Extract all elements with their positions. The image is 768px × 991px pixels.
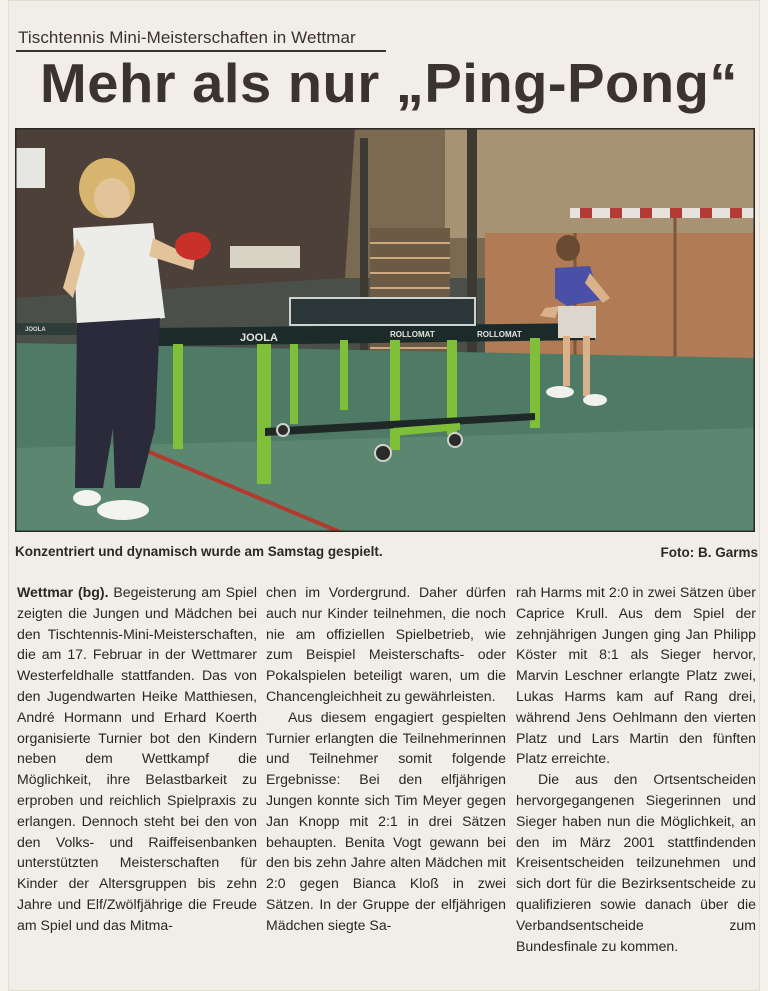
upper-wall [445, 128, 755, 238]
table-tennis-photo [15, 128, 755, 532]
photo-credit: Foto: B. Garms [660, 545, 758, 560]
article-kicker: Tischtennis Mini-Meisterschaften in Wettmar [18, 28, 356, 47]
barrier-stripe [730, 208, 742, 218]
table-net [290, 298, 475, 325]
hall-window [15, 148, 45, 188]
table-wheel [277, 424, 289, 436]
dark-wall [15, 128, 355, 298]
photo-label-joola: JOOLA [240, 332, 278, 344]
barrier-stripe [700, 208, 712, 218]
column-3-paragraph-2: Die aus den Ortsentscheiden hervorgegangenen Siegerinnen und Sieger haben nun die Möglichkeit, an den im März 2001 stattfindenden Kreisentscheiden teilzunehmen und sich dort für die Bezirksentscheide zu qualifizieren sowie danach über die Verbandsentscheide zum Bundesfinale zu kommen. [516, 771, 756, 954]
barrier-rail [570, 208, 755, 218]
article-headline: Mehr als nur „Ping-Pong“ [40, 52, 738, 114]
barrier-stripe [580, 208, 592, 218]
photo-label-joola: JOOLA [25, 327, 46, 333]
barrier-stripe [670, 208, 682, 218]
red-paddle [175, 232, 211, 260]
barrier-stripe [610, 208, 622, 218]
photo-caption: Konzentriert und dynamisch wurde am Samstag gespielt. [15, 544, 383, 559]
photo-label-rollomat: ROLLOMAT [477, 330, 522, 339]
article-photo [15, 128, 755, 532]
column-1-text: Begeisterung am Spiel zeigten die Jungen und Mädchen bei den Tischtennis-Mini-Meisterschaften, die am 17. Februar in der Wettmarer Westerfeldhalle stattfanden. Das von den Jugendwarten Heike Matthiesen, André Hormann und Erhard Koerth organisierte Turnier bot den Kindern neben dem Wettkampf die Möglichkeit, ihre Belastbarkeit zu erproben und reichlich Spielpraxis zu erlangen. Dennoch steht bei den von den Volks- und Raiffeisenbanken unterstützten Meisterschaften für Kinder der Altersgruppen bis zehn Jahre und Elf/Zwölfjährige die Freude am Spiel und das Mitma- [17, 584, 257, 933]
column-3-paragraph-1: rah Harms mit 2:0 in zwei Sätzen über Caprice Krull. Aus dem Spiel der zehnjährigen Jungen ging Jan Philipp Köster mit 8:1 als Sieger hervor, Marvin Leschner erlangte Platz zwei, Lukas Harms kam auf Rang drei, während Jens Oehlmann den vierten Platz und Lars Martin den fünften Platz erreichte. [516, 584, 756, 767]
table-wheel [448, 433, 462, 447]
table-wheel [375, 445, 391, 461]
barrier-stripe [640, 208, 652, 218]
article-column-3 [516, 582, 756, 956]
hall-window [230, 246, 300, 268]
article-column-2 [266, 582, 506, 936]
column-2-paragraph-1: chen im Vordergrund. Daher dürfen auch nur Kinder teilnehmen, die noch nie am offiziellen Spielbetrieb, wie zum Beispiel Meisterschafts- oder Pokalspielen beteiligt waren, um die Chancengleichheit zu gewährleisten. [266, 584, 506, 704]
column-2-paragraph-2: Aus diesem engagiert gespielten Turnier erlangten die Teilnehmerinnen und Teilnehmer somit folgende Ergebnisse: Bei den elfjährigen Jungen konnte sich Tim Meyer gegen Jan Knopp mit 2:1 in drei Sätzen behaupten. Benita Vogt gewann bei den bis zehn Jahre alten Mädchen mit 2:0 gegen Bianca Kloß in zwei Sätzen. In der Gruppe der elfjährigen Mädchen siegte Sa- [266, 708, 506, 933]
column-1-paragraph [17, 582, 257, 936]
photo-label-rollomat: ROLLOMAT [390, 330, 435, 339]
dateline: Wettmar (bg). [17, 584, 109, 600]
article-column-1 [17, 582, 257, 936]
